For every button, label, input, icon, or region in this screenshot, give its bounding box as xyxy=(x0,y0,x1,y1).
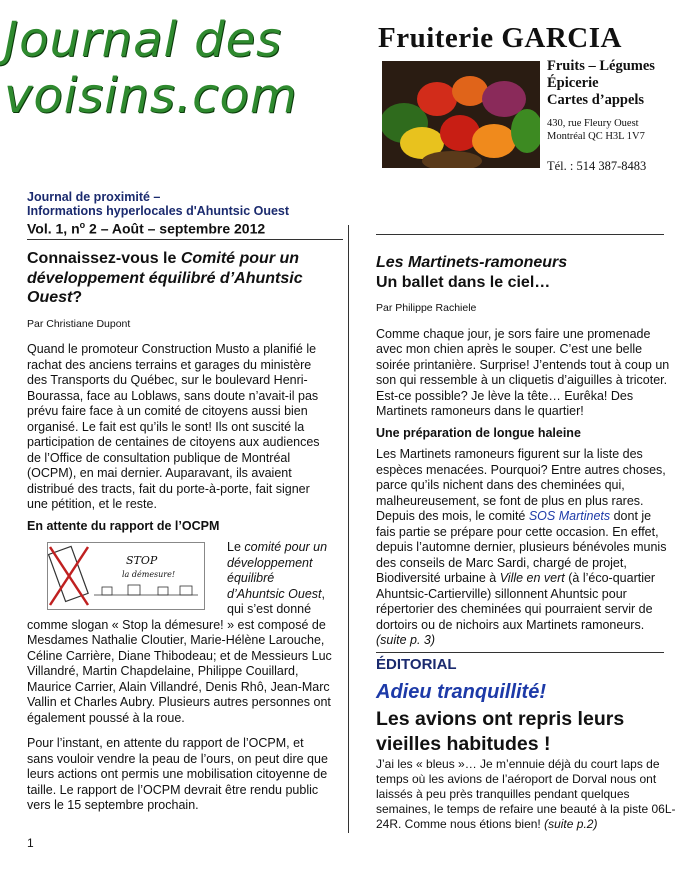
paragraph-part: Le xyxy=(227,540,245,554)
stop-logo xyxy=(47,542,205,610)
ad-address-1: 430, rue Fleury Ouest xyxy=(547,118,639,129)
ad-address-2: Montréal QC H3L 1V7 xyxy=(547,131,645,142)
ad-line: Épicerie xyxy=(547,75,599,91)
article-right-paragraph-2 xyxy=(376,447,671,649)
volume-superscript: o xyxy=(79,220,86,230)
article-left-paragraph-1: Quand le promoteur Construction Musto a planifié le rachat des anciens terrains et garages du ministère des Transports du Québec, sur le boulevard Henri-Bourassa, face au Loblaws, sans doute n’avait-il pas prévu faire face à un comité de citoyens aussi bien organisé. Le fait est qu’ils le sont! Ils ont suscité la participation de centaines de citoyens aux audiences de l’Office de consultation publique de Montréal (OCPM), en mai dernier. Auparavant, ils avaient distribué des tracts, fait du porte-à-porte, fait signer une pétition, et le reste. xyxy=(27,342,320,511)
stop-logo-text: STOP xyxy=(126,554,158,567)
article-right-subhead: Une préparation de longue haleine xyxy=(376,425,581,440)
volume-date: 2 – Août – septembre 2012 xyxy=(85,220,266,237)
right-top-rule xyxy=(376,234,664,235)
masthead-line-2: voisins.com xyxy=(4,68,298,124)
editorial-label: ÉDITORIAL xyxy=(376,656,457,673)
title-part: ? xyxy=(72,289,83,306)
paragraph-part: , qui s’est donné comme slogan « Stop la démesure! » est composé de Mesdames Nathalie Cloutier, Marie-Hélène Larouche, Céline Carrière, Diane Thibodeau; et de Messieurs Luc Villandré, Martin Chapdelaine, Philippe Couillard, Maurice Carrier, Alain Villandré, Denis Rhô, Jean-Marc Vallin et Charles Aubry. Plusieurs autres personnes ont également poussé à la roue. xyxy=(27,586,332,725)
stop-logo-subtext: la démesure! xyxy=(122,570,176,579)
article-left-title xyxy=(27,249,332,308)
paragraph-part: J’ai les « bleus »… Je m’ennuie déjà du court laps de temps où les avions de l’aéroport de Dorval nous ont laissés à peu près tranquilles pendant quelques semaines, le temps de refaire une beauté à la piste 06L-24R. Comme nous étions bien! xyxy=(376,757,676,831)
volume-text: Vol. 1, n xyxy=(27,220,80,237)
ville-en-vert: Ville en vert xyxy=(499,571,565,585)
ad-product-lines xyxy=(547,58,655,109)
editorial-rule xyxy=(376,652,664,653)
volume-line xyxy=(27,220,265,237)
title-part: Connaissez-vous le xyxy=(27,250,181,267)
article-right xyxy=(376,253,671,649)
ad-telephone: Tél. : 514 387-8483 xyxy=(547,159,647,173)
continued-note: (suite p. 3) xyxy=(376,633,436,647)
journal-subtitle xyxy=(27,190,289,218)
article-right-byline: Par Philippe Rachiele xyxy=(376,302,477,314)
article-left xyxy=(27,249,332,814)
vegetables-photo xyxy=(382,61,540,168)
ad-line: Fruits – Légumes xyxy=(547,58,655,74)
article-left-paragraph-2 xyxy=(27,540,332,726)
editorial-paragraph xyxy=(376,757,676,832)
sos-martinets-link[interactable]: SOS Martinets xyxy=(528,509,611,523)
continued-note: (suite p.2) xyxy=(544,817,598,831)
editorial-headline: Adieu tranquillité! xyxy=(376,681,546,703)
ad-address xyxy=(547,117,645,143)
article-right-title xyxy=(376,253,671,292)
subtitle-line-2: Informations hyperlocales d'Ahuntsic Ouest xyxy=(27,204,290,218)
article-right-paragraph-1: Comme chaque jour, je sors faire une promenade avec mon chien après le souper. C’est une belle soirée printanière. Surprise! J’entends tout à coup un son qui ressemble à un cliquetis d’aiguilles à tricoter. Est-ce possible? Je lève la tête… Eurêka! Des Martinets ramoneurs dans le quartier! xyxy=(376,326,670,418)
masthead-logo xyxy=(4,12,334,124)
editorial-subheadline: Les avions ont repris leurs vieilles habitudes ! xyxy=(376,708,625,755)
article-left-byline: Par Christiane Dupont xyxy=(27,317,131,330)
subtitle-line-1: Journal de proximité – xyxy=(27,190,161,204)
paragraph-part: (à l’éco-quartier Ahuntsic-Cartierville) sillonnent Ahuntsic pour répertorier des cheminées qui pourraient servir de dortoirs ou de nichoirs aux Martinets ramoneurs. xyxy=(376,571,656,632)
article-left-subhead: En attente du rapport de l’OCPM xyxy=(27,518,220,533)
article-left-paragraph-3: Pour l’instant, en attente du rapport de l’OCPM, et sans vouloir vendre la peau de l’ours, on peut dire que leurs actions ont permis une mobilisation citoyenne de taille. Le rapport de l’OCPM devrait être rendu public vers le 15 septembre prochain. xyxy=(27,736,328,812)
ad-title: Fruiterie GARCIA xyxy=(378,22,622,54)
title-line-2: Un ballet dans le ciel… xyxy=(376,273,551,291)
paragraph-part: Les Martinets ramoneurs figurent sur la liste des espèces menacées. Pourquoi? Entre autres choses, parce qu’ils nichent dans des cheminées qui, malheureusement, se font de plus en plus rares. Depuis des mois, le comité xyxy=(376,447,666,523)
page-number: 1 xyxy=(27,836,34,850)
column-divider xyxy=(348,225,349,833)
title-line-1: Les Martinets-ramoneurs xyxy=(376,254,568,271)
ad-line: Cartes d’appels xyxy=(547,92,645,108)
title-emphasis: Comité pour un développement équilibré d’Ahuntsic Ouest xyxy=(27,250,303,306)
committee-name: comité pour un développement équilibré d’Ahuntsic Ouest xyxy=(227,540,328,601)
masthead-line-1: Journal des xyxy=(4,12,283,68)
header-rule xyxy=(27,239,343,240)
paragraph-part: dont je fais partie se prépare pour cette occasion. En effet, depuis l’automne dernier, plusieurs bénévoles munis des conseils de Marc Sardi, chargé de projet, Biodiversité urbaine à xyxy=(376,509,667,585)
